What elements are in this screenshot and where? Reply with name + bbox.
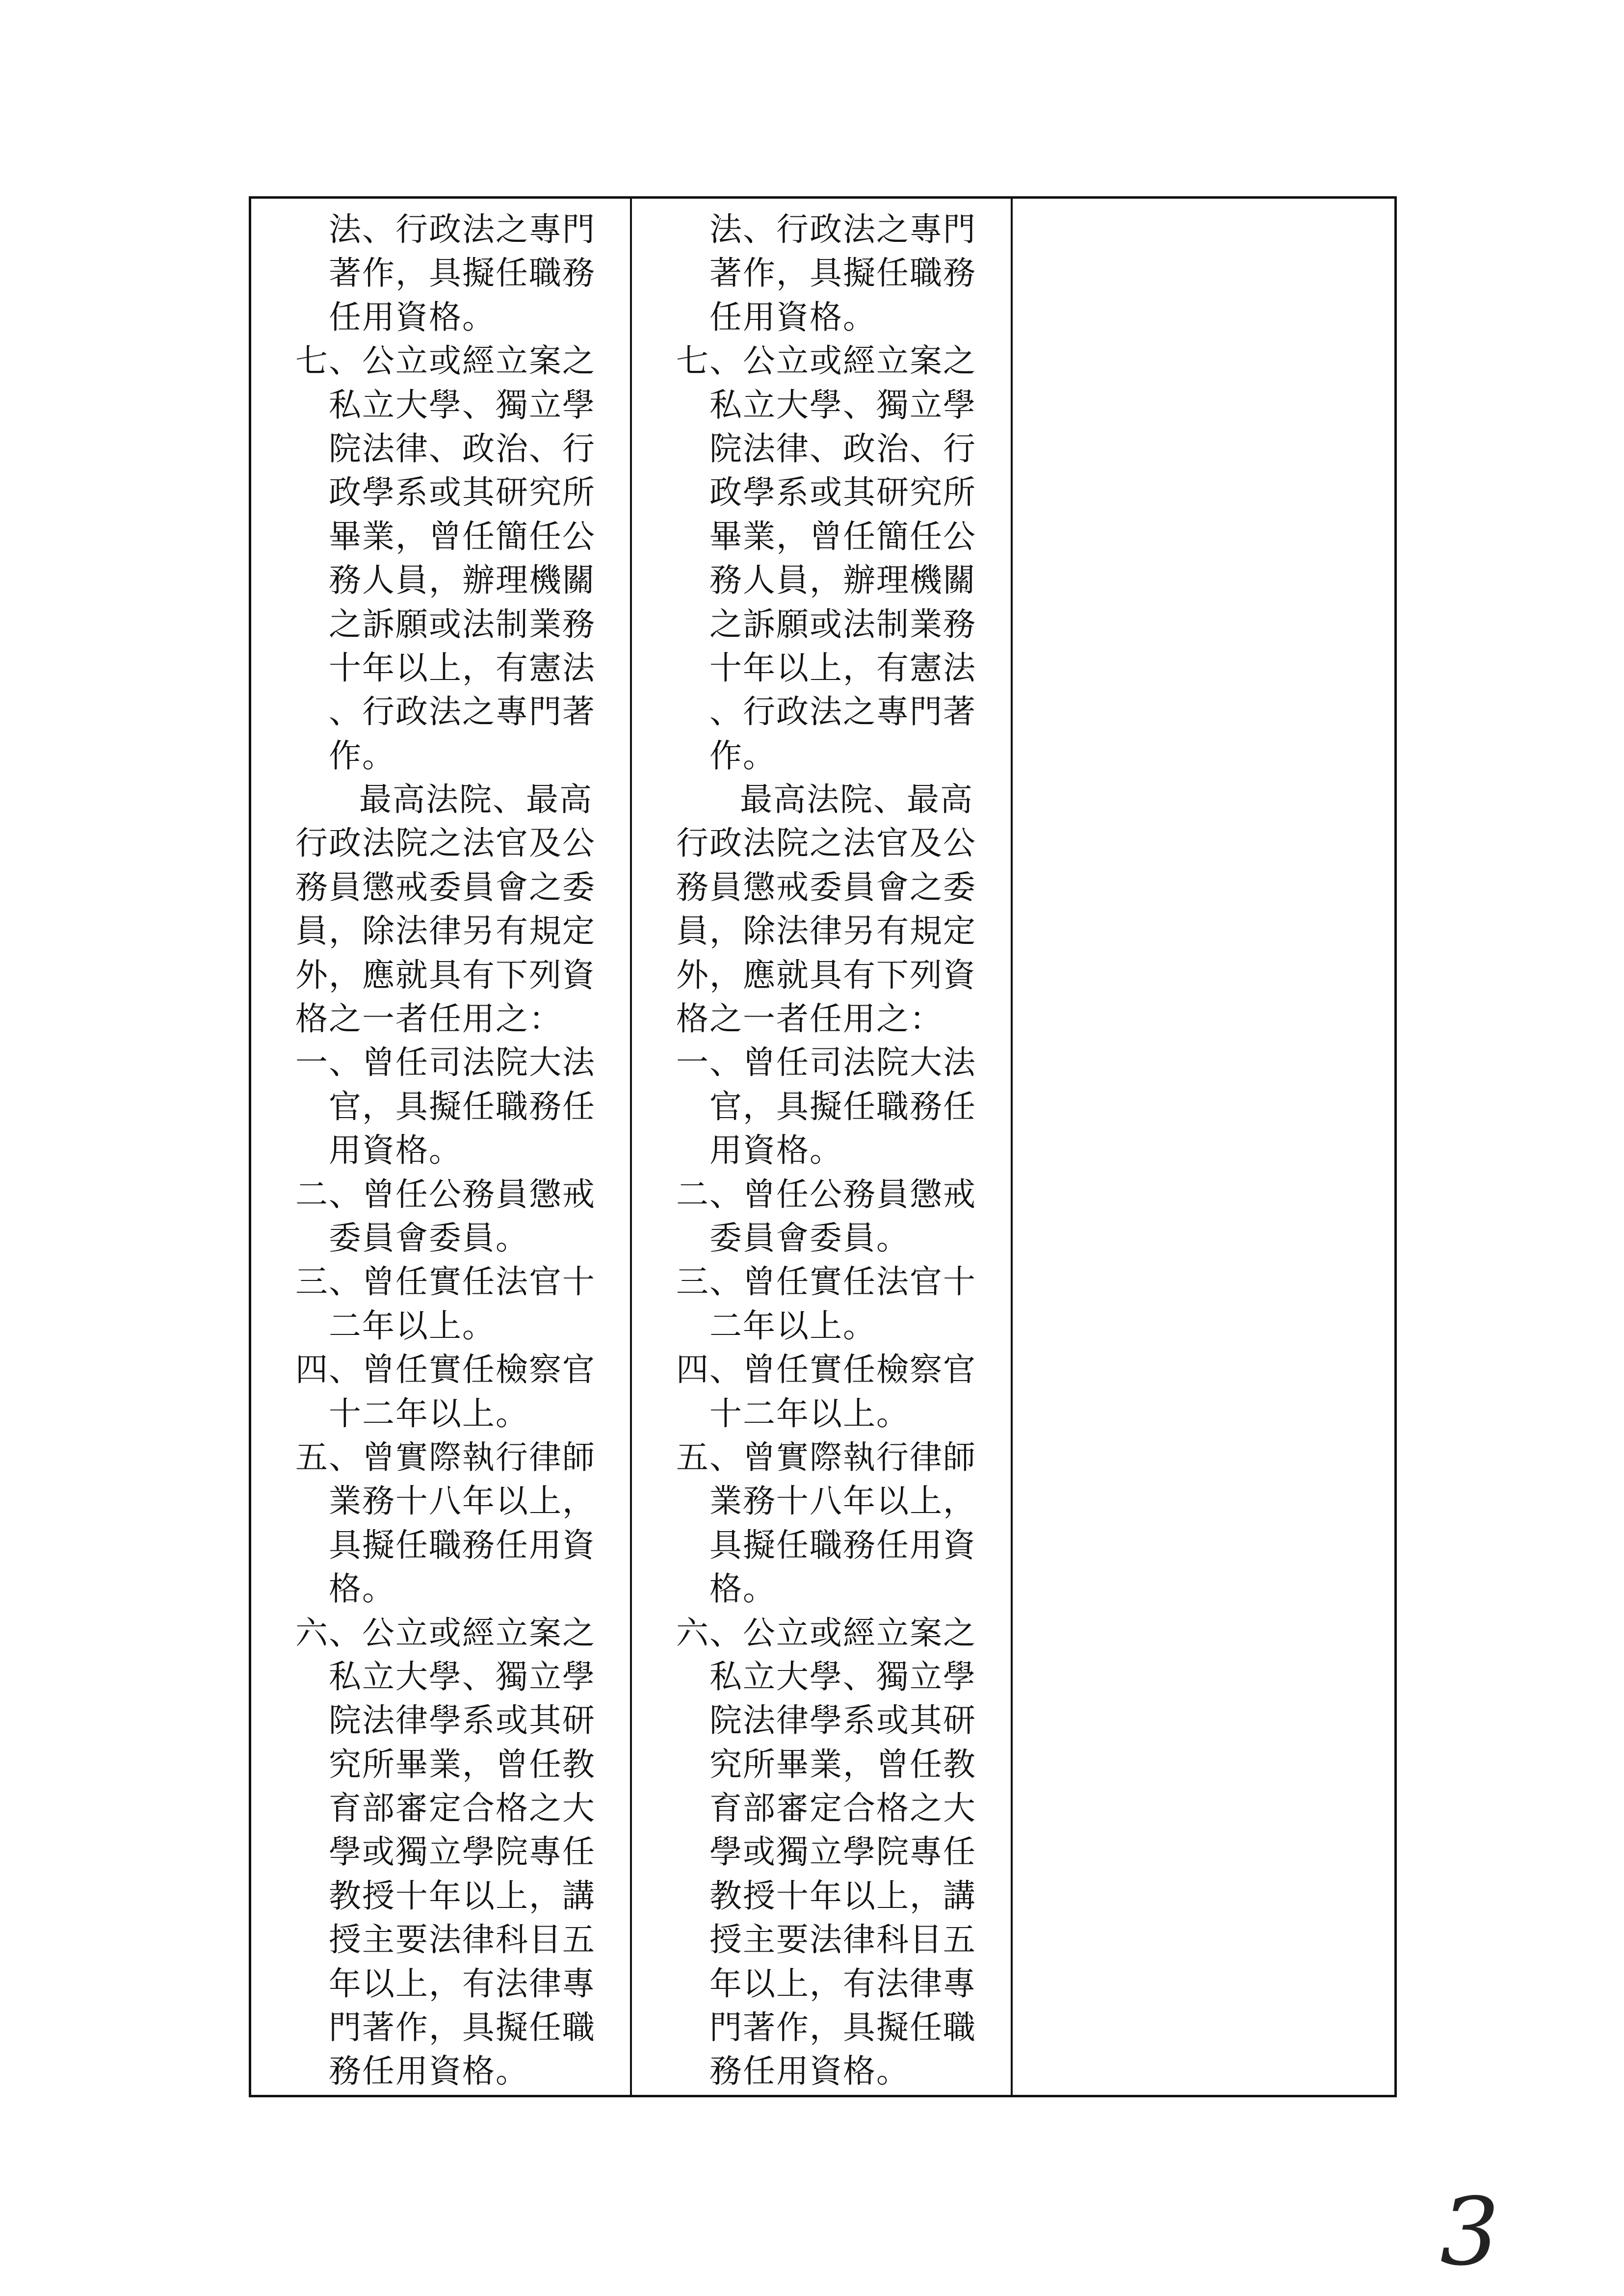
text-line: 六、公立或經立案之 (295, 1614, 596, 1652)
text-line: 具擬任職務任用資 (329, 1526, 596, 1564)
text-line: 年以上，有法律專 (329, 1964, 596, 2003)
text-line: 委員會委員。 (709, 1219, 910, 1257)
text-line: 二、曾任公務員懲戒 (295, 1175, 596, 1213)
text-line: 行政法院之法官及公 (295, 824, 596, 862)
text-line: 十年以上，有憲法 (709, 649, 976, 687)
text-line: 之訴願或法制業務 (329, 605, 596, 643)
text-line: 務人員，辦理機關 (709, 561, 976, 600)
text-line: 私立大學、獨立學 (709, 386, 976, 424)
text-line: 四、曾任實任檢察官 (676, 1351, 976, 1389)
table-column-current-text (251, 199, 632, 2095)
text-line: 院法律學系或其研 (329, 1701, 596, 1740)
text-line: 行政法院之法官及公 (676, 824, 976, 862)
text-line: 務員懲戒委員會之委 (295, 868, 596, 906)
text-line: 育部審定合格之大 (329, 1789, 596, 1827)
text-line: 授主要法律科目五 (329, 1921, 596, 1959)
text-line: 院法律、政治、行 (329, 429, 596, 468)
text-line: 二、曾任公務員懲戒 (676, 1175, 976, 1213)
table-column-notes (1013, 199, 1394, 2095)
text-line: 私立大學、獨立學 (709, 1657, 976, 1696)
column-text-block (676, 208, 1000, 2093)
text-line: 外，應就具有下列資 (676, 956, 976, 994)
text-line: 私立大學、獨立學 (329, 386, 596, 424)
text-line: 法、行政法之專門 (709, 210, 976, 248)
text-line: 二年以上。 (329, 1306, 496, 1345)
text-line: 用資格。 (329, 1131, 462, 1170)
text-line: 、行政法之專門著 (329, 693, 596, 731)
text-line: 作。 (709, 736, 776, 775)
text-line: 務任用資格。 (709, 2052, 910, 2090)
text-line: 教授十年以上，講 (709, 1877, 976, 1915)
text-line: 畢業，曾任簡任公 (329, 517, 596, 555)
text-line: 究所畢業，曾任教 (329, 1745, 596, 1783)
text-line: 務任用資格。 (329, 2052, 529, 2090)
text-line: 一、曾任司法院大法 (295, 1044, 596, 1082)
text-line: 院法律、政治、行 (709, 429, 976, 468)
table-column-amended-text (632, 199, 1013, 2095)
text-line: 著作，具擬任職務 (709, 254, 976, 292)
text-line: 業務十八年以上， (709, 1482, 976, 1520)
text-line: 六、公立或經立案之 (676, 1614, 976, 1652)
text-line: 務員懲戒委員會之委 (676, 868, 976, 906)
text-line: 畢業，曾任簡任公 (709, 517, 976, 555)
text-line: 授主要法律科目五 (709, 1921, 976, 1959)
page-number: 3 (1440, 2178, 1499, 2286)
text-line: 務人員，辦理機關 (329, 561, 596, 600)
text-line: 三、曾任實任法官十 (676, 1263, 976, 1301)
text-line: 教授十年以上，講 (329, 1877, 596, 1915)
column-text-block (295, 208, 619, 2093)
text-line: 員，除法律另有規定 (676, 912, 976, 950)
text-line: 著作，具擬任職務 (329, 254, 596, 292)
text-line: 政學系或其研究所 (329, 473, 596, 512)
text-line: 之訴願或法制業務 (709, 605, 976, 643)
text-line: 門著作，具擬任職 (709, 2009, 976, 2047)
text-line: 具擬任職務任用資 (709, 1526, 976, 1564)
text-line: 四、曾任實任檢察官 (295, 1351, 596, 1389)
text-line: 用資格。 (709, 1131, 843, 1170)
text-line: 五、曾實際執行律師 (295, 1438, 596, 1476)
text-line: 法、行政法之專門 (329, 210, 596, 248)
text-line: 格之一者任用之： (295, 1000, 562, 1038)
text-line: 、行政法之專門著 (709, 693, 976, 731)
text-line: 七、公立或經立案之 (295, 342, 596, 380)
text-line: 十年以上，有憲法 (329, 649, 596, 687)
text-line: 一、曾任司法院大法 (676, 1044, 976, 1082)
text-line: 作。 (329, 736, 395, 775)
text-line: 二年以上。 (709, 1306, 876, 1345)
text-line: 七、公立或經立案之 (676, 342, 976, 380)
text-line: 學或獨立學院專任 (329, 1833, 596, 1871)
text-line: 官，具擬任職務任 (329, 1087, 596, 1125)
text-line: 學或獨立學院專任 (709, 1833, 976, 1871)
text-line: 最高法院、最高 (740, 781, 973, 819)
text-line: 究所畢業，曾任教 (709, 1745, 976, 1783)
text-line: 外，應就具有下列資 (295, 956, 596, 994)
text-line: 門著作，具擬任職 (329, 2009, 596, 2047)
comparison-table (249, 196, 1397, 2097)
text-line: 委員會委員。 (329, 1219, 529, 1257)
text-line: 年以上，有法律專 (709, 1964, 976, 2003)
text-line: 任用資格。 (709, 298, 876, 336)
text-line: 院法律學系或其研 (709, 1701, 976, 1740)
text-line: 業務十八年以上， (329, 1482, 596, 1520)
text-line: 十二年以上。 (709, 1394, 910, 1433)
text-line: 三、曾任實任法官十 (295, 1263, 596, 1301)
text-line: 十二年以上。 (329, 1394, 529, 1433)
text-line: 官，具擬任職務任 (709, 1087, 976, 1125)
text-line: 私立大學、獨立學 (329, 1657, 596, 1696)
text-line: 員，除法律另有規定 (295, 912, 596, 950)
text-line: 五、曾實際執行律師 (676, 1438, 976, 1476)
text-line: 格。 (709, 1570, 776, 1608)
text-line: 格。 (329, 1570, 395, 1608)
text-line: 政學系或其研究所 (709, 473, 976, 512)
text-line: 最高法院、最高 (359, 781, 593, 819)
text-line: 格之一者任用之： (676, 1000, 943, 1038)
text-line: 育部審定合格之大 (709, 1789, 976, 1827)
text-line: 任用資格。 (329, 298, 496, 336)
